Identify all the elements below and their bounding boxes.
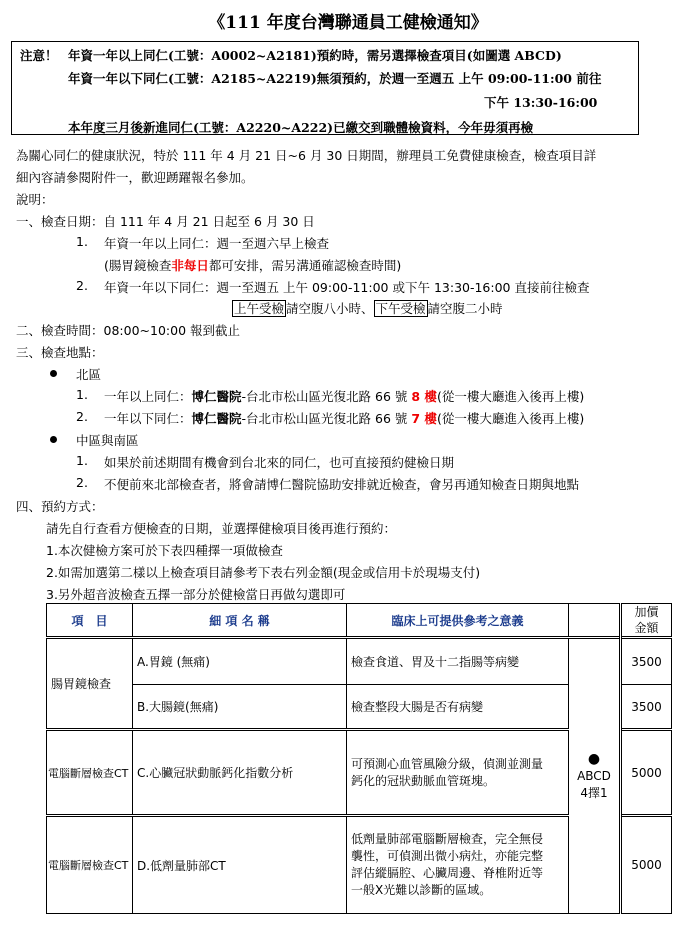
row-d-group: 電腦斷層檢查CT [47,816,133,914]
notice-label: 注意！ [20,48,58,63]
am-fasting-text: 請空腹八小時、 [286,301,374,316]
section-2-heading: 二、檢查時間：08:00~10:00 報到截止 [16,323,240,338]
row-c-meaning [347,730,569,816]
north-region-label: 北區 [76,367,102,382]
s4-paragraph-4: 3.另外超音波檢查五擇一部分於健檢當日再做勾選即可 [46,587,346,602]
north-1-hospital: 博仁醫院 [191,389,242,404]
central-1: 如果於前述期間有機會到台北來的同仁，也可直接預約健檢日期 [104,455,455,470]
north-1-floor: 8 樓 [411,389,437,404]
north-1 [104,387,584,405]
north-1-number: 1. [76,387,88,402]
page-title: 《111 年度台灣聯通員工健檢通知》 [208,13,488,33]
header-item: 項 目 [47,604,133,638]
s4-paragraph-3: 2.如需加選第二樣以上檢查項目請參考下表右列金額(現金或信用卡於現場支付) [46,565,481,580]
row-a-detail: A.胃鏡 (無痛) [133,638,347,685]
row-d-meaning-line-3: 評估縱膈腔、心臟周邊、脊椎附近等 [351,866,544,880]
s4-paragraph-2: 1.本次健檢方案可於下表四種擇一項做檢查 [46,543,283,558]
row-b-detail: B.大腸鏡(無痛) [133,685,347,730]
row-a-price: 3500 [621,638,672,685]
row-c-meaning-line-2: 鈣化的冠狀動脈血管斑塊。 [351,773,496,788]
notice-line-1: 年資一年以上同仁(工號：A0002~A2181)預約時，需另選擇檢查項目(如圖選 ABCD) [68,48,562,63]
am-exam-label: 上午受檢 [234,301,285,316]
bullet-icon [50,436,57,443]
row-d-meaning [347,816,569,914]
table-row [47,638,672,685]
row-d-meaning-line-4: 一般X光難以診斷的區域。 [351,883,492,897]
header-blank [569,604,621,638]
bullet-icon [50,370,57,377]
row-d-meaning-line-1: 低劑量肺部電腦斷層檢查，完全無侵 [351,832,544,846]
header-price [621,604,672,638]
choice-line-2: 4擇1 [580,785,608,800]
choice-cell [569,638,621,914]
north-1-post: (從一樓大廳進入後再上樓) [436,389,585,404]
north-2-post: (從一樓大廳進入後再上樓) [436,411,585,426]
s1-item-2-number: 2. [76,278,88,293]
section-1-heading: 一、檢查日期：自 111 年 4 月 21 日起至 6 月 30 日 [16,214,315,229]
table-header-row [47,604,672,638]
north-1-address: -台北市松山區光復北路 66 號 [241,389,412,404]
choice-line-1: ABCD [577,768,611,783]
row-b-price: 3500 [621,685,672,730]
central-1-number: 1. [76,453,88,468]
north-2-hospital: 博仁醫院 [191,411,242,426]
central-south-region-label: 中區與南區 [76,433,139,448]
section-4-heading: 四、預約方式： [16,499,104,514]
pm-fasting-text: 請空腹二小時 [427,301,503,316]
header-price-line-1: 加價 [634,605,659,619]
exam-options-table [46,603,672,914]
s1-note-pre: (腸胃鏡檢查 [104,258,172,273]
s1-item-1-number: 1. [76,234,88,249]
fasting-note [232,299,503,317]
row-c-group: 電腦斷層檢查CT [47,730,133,816]
s1-item-2: 年資一年以下同仁：週一至週五 上午 09:00-11:00 或下午 13:30-16:00 直接前往檢查 [104,280,590,295]
s1-item-1: 年資一年以上同仁：週一至週六早上檢查 [104,236,330,251]
row-d-meaning-line-2: 襲性，可偵測出微小病灶，亦能完整 [351,849,544,863]
s1-note-emphasis: 非每日 [171,258,209,273]
central-2: 不便前來北部檢查者，將會請博仁醫院協助安排就近檢查，會另再通知檢查日期與地點 [104,477,580,492]
north-2-address: -台北市松山區光復北路 66 號 [241,411,412,426]
pm-exam-label: 下午受檢 [375,301,426,316]
group-gastro: 腸胃鏡檢查 [47,638,133,730]
row-a-meaning: 檢查食道、胃及十二指腸等病變 [347,638,569,685]
s1-item-1-note [104,256,401,274]
north-2-floor: 7 樓 [411,411,437,426]
s1-note-post: 都可安排，需另溝通確認檢查時間) [208,258,402,273]
north-2 [104,409,584,427]
row-c-price: 5000 [621,730,672,816]
notice-line-3: 下午 13:30-16:00 [484,95,598,110]
explain-label: 說明： [16,192,54,207]
row-d-detail: D.低劑量肺部CT [133,816,347,914]
choice-bullet-icon: ● [587,750,601,767]
intro-line-2: 細內容請參閱附件一，歡迎踴躍報名參加。 [16,170,254,185]
notice-box [11,41,639,135]
row-c-meaning-line-1: 可預測心血管風險分級，偵測並測量 [351,756,544,771]
header-price-line-2: 金額 [634,621,659,635]
header-meaning: 臨床上可提供參考之意義 [347,604,569,638]
notice-line-4: 本年度三月後新進同仁(工號：A2220~A222)已繳交到職體檢資料，今年毋須再檢 [68,120,534,135]
north-2-pre: 一年以下同仁： [104,411,192,426]
notice-line-2: 年資一年以下同仁(工號：A2185~A2219)無須預約，於週一至週五 上午 09:00-11:00 前往 [68,71,602,86]
row-b-meaning: 檢查整段大腸是否有病變 [347,685,569,730]
central-2-number: 2. [76,475,88,490]
header-detail: 細 項 名 稱 [133,604,347,638]
intro-line-1: 為關心同仁的健康狀況，特於 111 年 4 月 21 日~6 月 30 日期間，辦理員工免費健康檢查，檢查項目詳 [16,148,597,163]
row-c-detail: C.心臟冠狀動脈鈣化指數分析 [133,730,347,816]
north-1-pre: 一年以上同仁： [104,389,192,404]
section-3-heading: 三、檢查地點： [16,345,104,360]
north-2-number: 2. [76,409,88,424]
s4-paragraph-1: 請先自行查看方便檢查的日期，並選擇健檢項目後再進行預約： [46,521,397,536]
row-d-price: 5000 [621,816,672,914]
